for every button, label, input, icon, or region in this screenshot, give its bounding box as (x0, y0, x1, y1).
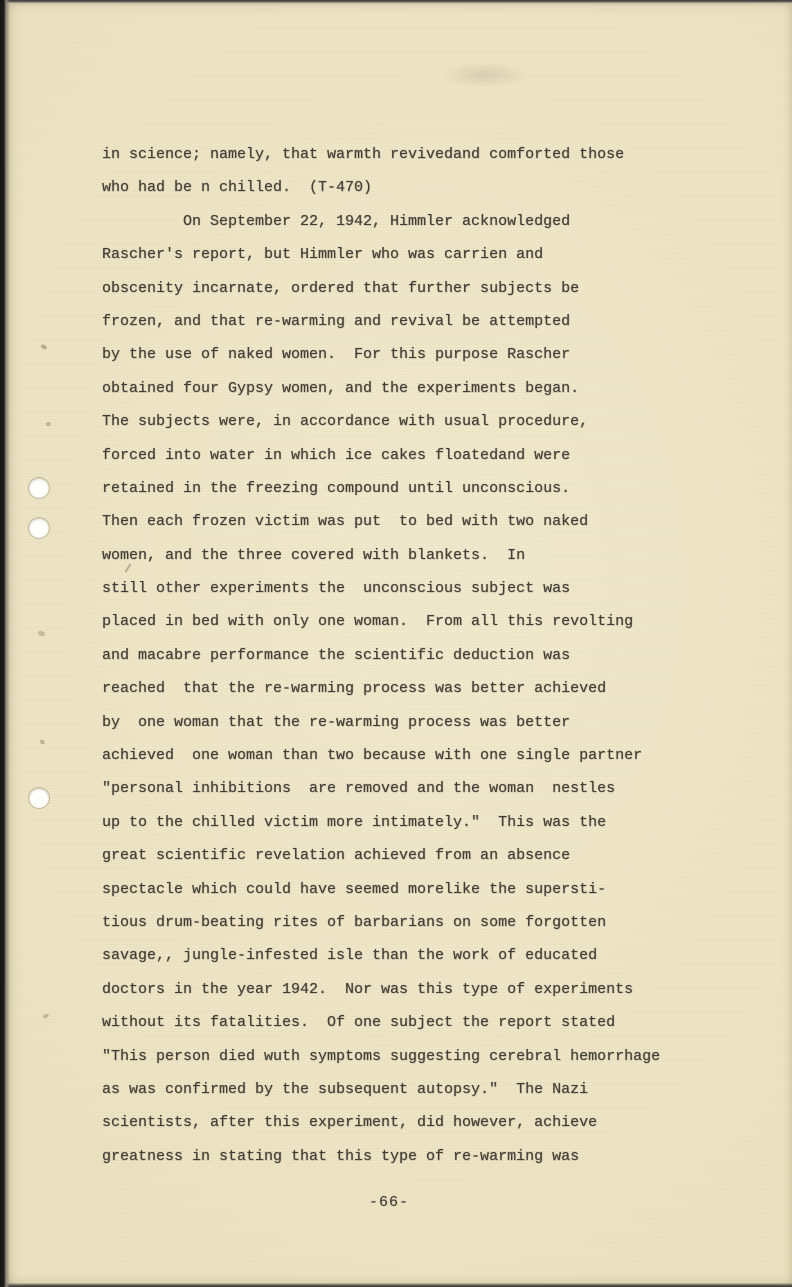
text-line: greatness in stating that this type of re-warming was (102, 1147, 580, 1165)
text-line: still other experiments the unconscious subject was (102, 580, 571, 598)
text-line: savage,, jungle-infested isle than the work of educated (102, 947, 598, 965)
text-line: in science; namely, that warmth revivedand comforted those (102, 146, 625, 163)
text-line: frozen, and that re-warming and revival be attempted (102, 312, 571, 330)
paper-speck (42, 1013, 49, 1019)
text-line: scientists, after this experiment, did however, achieve (102, 1114, 598, 1132)
text-line: without its fatalities. Of one subject the report stated (102, 1014, 616, 1032)
text-line: and macabre performance the scientific deduction was (102, 646, 571, 664)
punch-hole (29, 788, 49, 808)
text-line: The subjects were, in accordance with usual procedure, (102, 413, 589, 431)
text-line: up to the chilled victim more intimately." This was the (102, 813, 607, 831)
text-line: tious drum-beating rites of barbarians on some forgotten (102, 913, 607, 931)
text-line: placed in bed with only one woman. From all this revolting (102, 613, 634, 631)
paper-smudge (440, 62, 530, 88)
scan-edge-top (0, 0, 792, 5)
text-line: "personal inhibitions are removed and the woman nestles (102, 780, 616, 798)
text-line: forced into water in which ice cakes floatedand were (102, 446, 571, 464)
paper-speck (46, 421, 52, 426)
typewritten-text-block (102, 138, 742, 1173)
text-line: achieved one woman than two because with one single partner (102, 747, 643, 765)
scan-edge-left (0, 0, 10, 1287)
text-line: "This person died wuth symptoms suggesting cerebral hemorrhage (102, 1047, 661, 1065)
text-line: reached that the re-warming process was better achieved (102, 680, 607, 698)
paper-speck (38, 630, 46, 636)
text-line: as was confirmed by the subsequent autopsy." The Nazi (102, 1080, 589, 1098)
text-line: Then each frozen victim was put to bed with two naked (102, 513, 589, 531)
text-line: doctors in the year 1942. Nor was this type of experiments (102, 980, 634, 998)
text-line: Rascher's report, but Himmler who was carrien and (102, 246, 544, 264)
punch-hole (29, 478, 49, 498)
text-line: On September 22, 1942, Himmler acknowledged (102, 212, 571, 230)
scan-edge-bottom (0, 1283, 792, 1287)
text-line: obscenity incarnate, ordered that further subjects be (102, 279, 580, 297)
text-line: women, and the three covered with blankets. In (102, 546, 526, 564)
text-line: great scientific revelation achieved from an absence (102, 847, 571, 865)
text-line: who had be n chilled. (T-470) (102, 179, 373, 197)
text-line: spectacle which could have seemed morelike the supersti- (102, 880, 607, 898)
text-line: retained in the freezing compound until unconscious. (102, 479, 571, 497)
text-line: obtained four Gypsy women, and the experiments began. (102, 379, 580, 397)
page-number: -66- (368, 1194, 409, 1211)
paper-speck (40, 344, 47, 350)
paper-speck (39, 739, 45, 745)
text-line: by one woman that the re-warming process was better (102, 713, 571, 731)
text-line: by the use of naked women. For this purpose Rascher (102, 346, 571, 364)
punch-hole (29, 518, 49, 538)
